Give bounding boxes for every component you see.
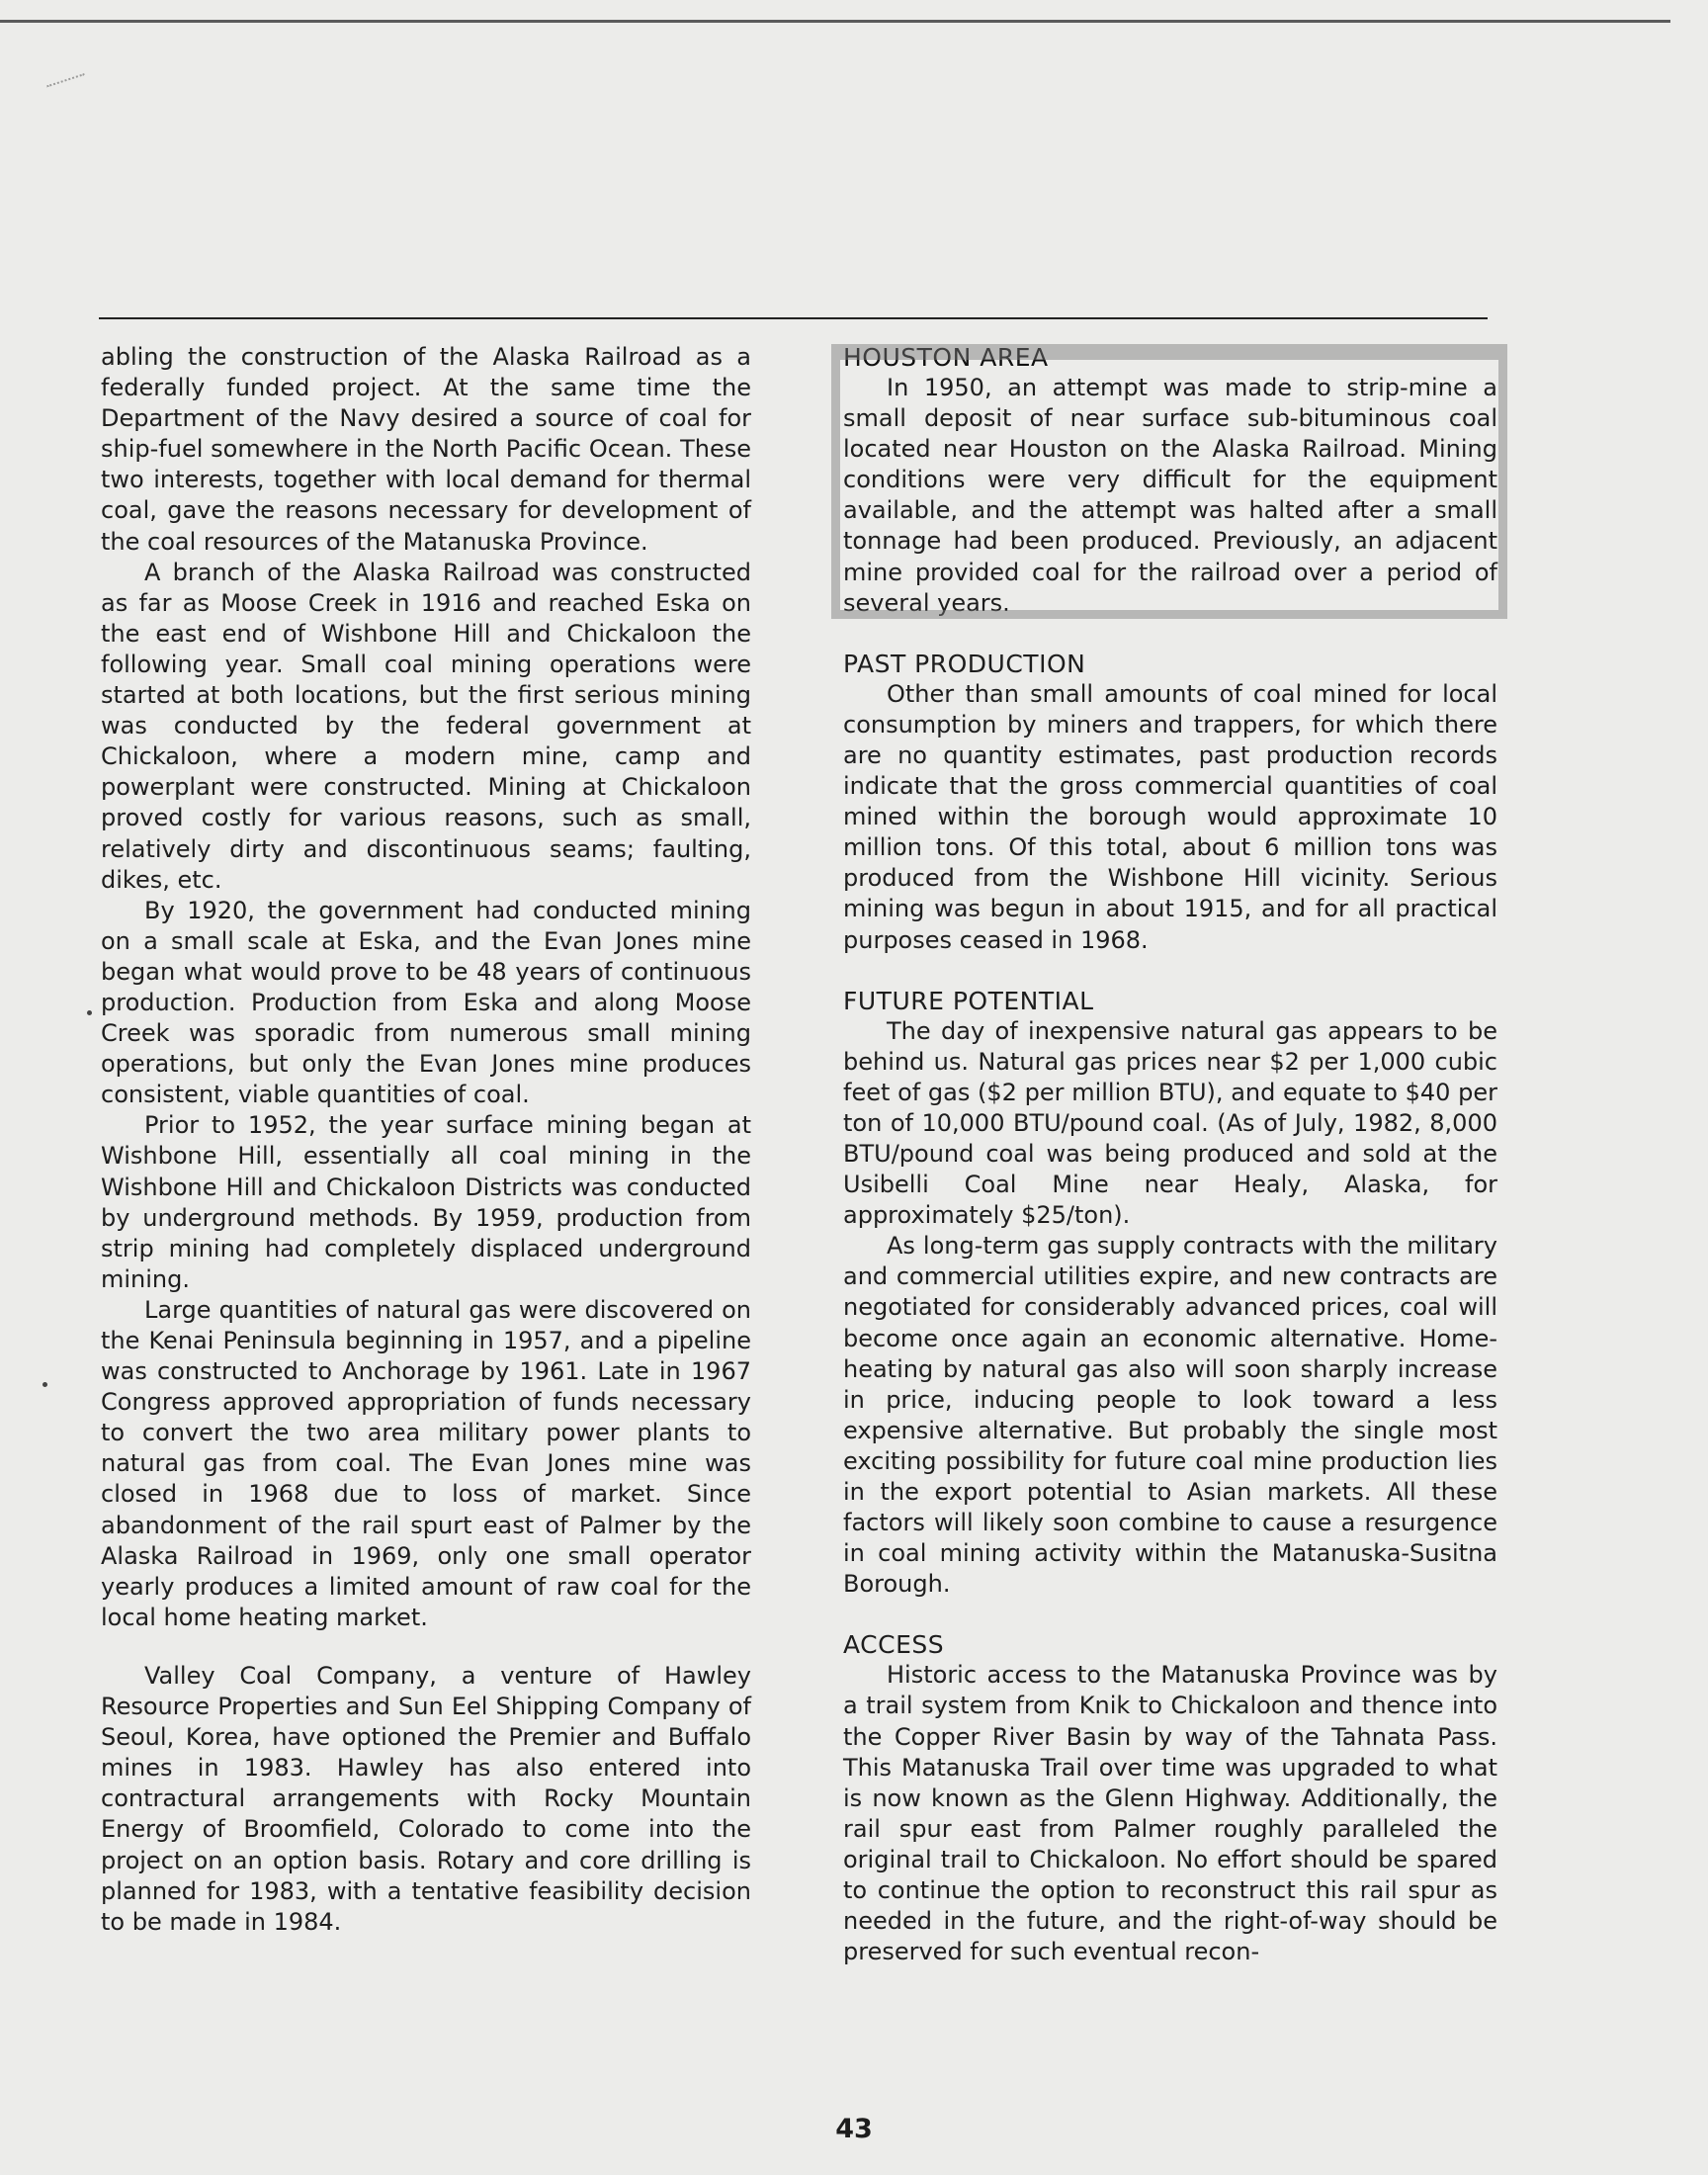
left-column (101, 342, 751, 1938)
body-paragraph: Prior to 1952, the year surface mining began at Wishbone Hill, essentially all coal mining in the Wishbone Hill and Chickaloon Districts was conducted by underground methods. By 1959, production from strip mining had completely displaced underground mining. (101, 1111, 751, 1293)
section-heading: FUTURE POTENTIAL (843, 986, 1094, 1015)
margin-mark (87, 1010, 92, 1015)
body-paragraph: As long-term gas supply contracts with the military and commercial utilities expire, and new contracts are negotiated for considerably advanced prices, coal will become once again an economic alternative. Home-heating by natural gas also will soon sharply increase in price, inducing people to look toward a less expensive alternative. But probably the single most exciting possibility for future coal mine production lies in the export potential to Asian markets. All these factors will likely soon combine to cause a resurgence in coal mining activity within the Matanuska-Susitna Borough. (843, 1232, 1497, 1599)
right-column (843, 342, 1497, 1967)
houston-area-section (831, 342, 1507, 619)
access-section (843, 1629, 1497, 1967)
body-paragraph: In 1950, an attempt was made to strip-mine a small deposit of near surface sub-bituminous coal located near Houston on the Alaska Railroad. Mining conditions were very difficult for the equipment available, and the attempt was halted after a small tonnage had been produced. Previously, an adjacent mine provided coal for the railroad over a period of several years. (843, 374, 1497, 617)
future-potential-section (843, 986, 1497, 1601)
body-paragraph: A branch of the Alaska Railroad was constructed as far as Moose Creek in 1916 and reached Eska on the east end of Wishbone Hill and Chickaloon the following year. Small coal mining operations were started at both locations, but the first serious mining was conducted by the federal government at Chickaloon, where a modern mine, camp and powerplant were constructed. Mining at Chickaloon proved costly for various reasons, such as small, relatively dirty and discontinuous seams; faulting, dikes, etc. (101, 558, 751, 894)
section-heading: HOUSTON AREA (843, 343, 1049, 372)
top-border-rule (0, 20, 1670, 23)
header-rule (99, 317, 1488, 319)
scan-smudge-mark (46, 73, 88, 97)
body-paragraph: Valley Coal Company, a venture of Hawley Resource Properties and Sun Eel Shipping Company of Seoul, Korea, have optioned the Premier and Buffalo mines in 1983. Hawley has also entered into contractural arrangements with Rocky Mountain Energy of Broomfield, Colorado to come into the project on an option basis. Rotary and core drilling is planned for 1983, with a tentative feasibility decision to be made in 1984. (101, 1661, 751, 1936)
section-heading: PAST PRODUCTION (843, 649, 1086, 678)
page-number: 43 (835, 2114, 873, 2144)
body-paragraph: By 1920, the government had conducted mining on a small scale at Eska, and the Evan Jones mine began what would prove to be 48 years of continuous production. Production from Eska and along Moose Creek was sporadic from numerous small mining operations, but only the Evan Jones mine produces consistent, viable quantities of coal. (101, 896, 751, 1109)
section-heading: ACCESS (843, 1630, 945, 1660)
body-paragraph: Historic access to the Matanuska Province was by a trail system from Knik to Chickaloon and thence into the Copper River Basin by way of the Tahnata Pass. This Matanuska Trail over time was upgraded to what is now known as the Glenn Highway. Additionally, the rail spur east from Palmer roughly paralleled the original trail to Chickaloon. No effort should be spared to continue the option to reconstruct this rail spur as needed in the future, and the right-of-way should be preserved for such eventual recon- (843, 1661, 1497, 1966)
body-paragraph: Large quantities of natural gas were discovered on the Kenai Peninsula beginning in 1957, and a pipeline was constructed to Anchorage by 1961. Late in 1967 Congress approved appropriation of funds necessary to convert the two area military power plants to natural gas from coal. The Evan Jones mine was closed in 1968 due to loss of market. Since abandonment of the rail spurt east of Palmer by the Alaska Railroad in 1969, only one small operator yearly produces a limited amount of raw coal for the local home heating market. (101, 1295, 751, 1631)
body-paragraph: Other than small amounts of coal mined for local consumption by miners and trappers, for which there are no quantity estimates, past production records indicate that the gross commercial quantities of coal mined within the borough would approximate 10 million tons. Of this total, about 6 million tons was produced from the Wishbone Hill vicinity. Serious mining was begun in about 1915, and for all practical purposes ceased in 1968. (843, 679, 1497, 954)
margin-mark (43, 1382, 47, 1387)
past-production-section (843, 649, 1497, 956)
body-paragraph: The day of inexpensive natural gas appears to be behind us. Natural gas prices near $2 per 1,000 cubic feet of gas ($2 per million BTU), and equate to $40 per ton of 10,000 BTU/pound coal. (As of July, 1982, 8,000 BTU/pound coal was being produced and sold at the Usibelli Coal Mine near Healy, Alaska, for approximately $25/ton). (843, 1016, 1497, 1230)
body-paragraph: abling the construction of the Alaska Railroad as a federally funded project. At the same time the Department of the Navy desired a source of coal for ship-fuel somewhere in the North Pacific Ocean. These two interests, together with local demand for thermal coal, gave the reasons necessary for development of the coal resources of the Matanuska Province. (101, 343, 751, 556)
